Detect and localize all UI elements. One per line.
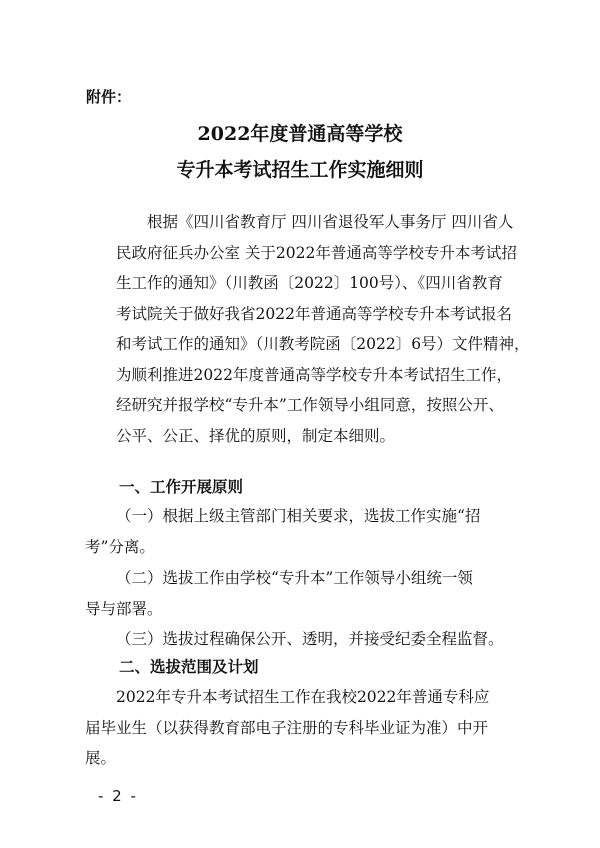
scope-line: 届毕业生（以获得教育部电子注册的专科毕业证为准）中开 — [85, 718, 489, 737]
scope-line: 2022年专升本考试招生工作在我校2022年普通专科应 — [116, 688, 490, 706]
intro-line: 和考试工作的通知》（川教考院函〔2022〕6号）文件精神， — [116, 335, 530, 353]
intro-line: 民政府征兵办公室 关于2022年普通高等学校专升本考试招 — [116, 243, 517, 262]
document-title-line-1: 2022年度普通高等学校 — [197, 123, 403, 145]
item-line: 导与部署。 — [85, 599, 163, 618]
scope-line: 展。 — [85, 749, 117, 767]
intro-line: 公平、公正、择优的原则，制定本细则。 — [116, 426, 396, 445]
intro-line: 为顺利推进2022年度普通高等学校专升本考试招生工作， — [116, 365, 512, 384]
page-number: - 2 - — [98, 787, 138, 805]
intro-paragraph — [85, 207, 530, 451]
intro-line: 考试院关于做好我省2022年普通高等学校专升本考试报名 — [116, 304, 512, 323]
section-heading-scope: 二、选拔范围及计划 — [119, 658, 259, 676]
intro-line: 根据《四川省教育厅 四川省退役军人事务厅 四川省人 — [147, 213, 514, 231]
principle-item-2 — [85, 563, 525, 624]
principle-item-1 — [85, 501, 525, 562]
section-heading-principles: 一、工作开展原则 — [119, 478, 244, 496]
scope-paragraph — [85, 682, 525, 774]
item-line: （二）选拔工作由学校“专升本”工作领导小组统一领 — [116, 569, 473, 587]
attachment-label: 附件： — [86, 88, 132, 106]
document-title-line-2: 专升本考试招生工作实施细则 — [176, 159, 424, 181]
intro-line: 生工作的通知》（川教函〔2022〕100号）、《四川省教育 — [116, 274, 503, 292]
item-line: （一）根据上级主管部门相关要求，选拔工作实施“招 — [116, 507, 481, 525]
intro-line: 经研究并报学校“专升本”工作领导小组同意，按照公开、 — [116, 396, 504, 414]
item-line: 考”分离。 — [85, 537, 155, 556]
item-line: （三）选拔过程确保公开、透明，并接受纪委全程监督。 — [116, 630, 504, 648]
principle-item-3 — [85, 624, 525, 655]
